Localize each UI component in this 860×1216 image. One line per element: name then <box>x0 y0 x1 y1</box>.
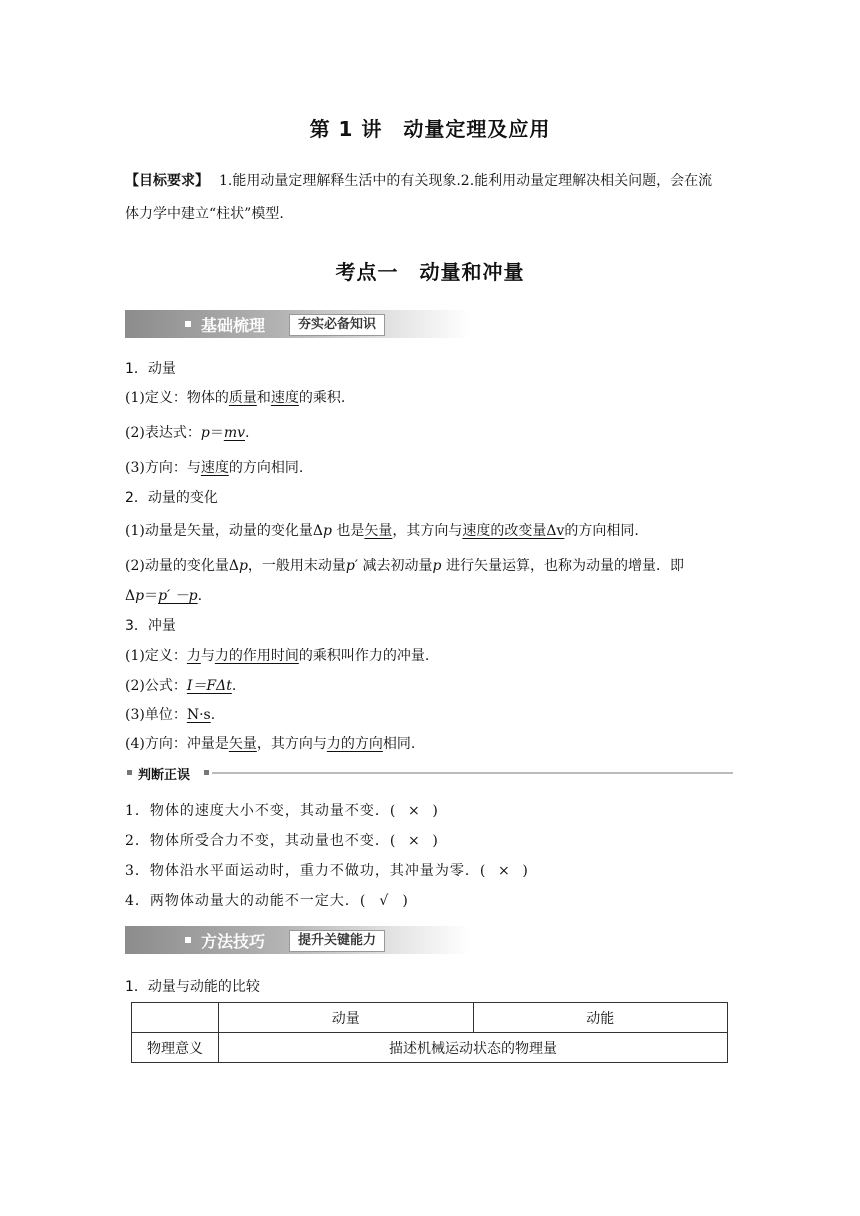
objective-line-1: 1.能用动量定理解释生活中的有关现象.2.能利用动量定理解决相关问题，会在流 <box>219 173 713 189</box>
s2-line-2: (2)动量的变化量Δp，一般用末动量p′ 减去初动量p 进行矢量运算，也称为动量的增量．即 <box>125 558 684 574</box>
table-row-label: 物理意义 <box>132 1033 219 1063</box>
s3-formula: (2)公式：I＝FΔt. <box>125 678 237 694</box>
judge-mark: × <box>498 863 511 879</box>
judge-item: 3．物体沿水平面运动时，重力不做功，其冲量为零．( × ) <box>125 863 529 879</box>
judge-item: 1．物体的速度大小不变，其动量不变．( × ) <box>125 803 439 819</box>
s1-heading: 1．动量 <box>125 361 176 377</box>
table-header-cell: 动能 <box>473 1003 728 1033</box>
banner-basics-main: 基础梳理 <box>201 316 266 335</box>
s2-line-1: (1)动量是矢量，动量的变化量Δp 也是矢量，其方向与速度的改变量Δv的方向相同. <box>125 523 639 539</box>
lecture-title: 第 1 讲 动量定理及应用 <box>309 117 551 141</box>
comparison-table <box>131 1002 728 1063</box>
objective-block <box>125 165 737 231</box>
s1-direction: (3)方向：与速度的方向相同. <box>125 460 304 476</box>
banner-basics <box>125 310 470 338</box>
banner-basics-sub: 夯实必备知识 <box>289 314 385 336</box>
judge-mark: × <box>408 833 421 849</box>
judge-title: 判断正误 <box>138 768 191 783</box>
s3-heading: 3．冲量 <box>125 618 176 634</box>
compare-heading: 1．动量与动能的比较 <box>125 979 260 995</box>
banner-methods-sub: 提升关键能力 <box>289 930 385 952</box>
judge-mark: × <box>408 803 421 819</box>
table-row <box>132 1033 728 1063</box>
table-header-row <box>132 1003 728 1033</box>
table-header-cell: 动量 <box>219 1003 474 1033</box>
objective-label: 【目标要求】 <box>125 173 209 189</box>
table-header-cell <box>132 1003 219 1033</box>
judge-square-icon-2 <box>204 770 209 775</box>
s2-line-3: Δp＝p′ －p. <box>125 588 203 604</box>
judge-square-icon <box>127 770 132 775</box>
s3-definition: (1)定义：力与力的作用时间的乘积叫作力的冲量. <box>125 648 430 664</box>
table-cell: 描述机械运动状态的物理量 <box>219 1033 728 1063</box>
judge-rule <box>212 772 733 774</box>
s3-unit: (3)单位：N·s. <box>125 707 216 723</box>
s1-definition: (1)定义：物体的质量和速度的乘积. <box>125 390 346 406</box>
judge-item: 2．物体所受合力不变，其动量也不变．( × ) <box>125 833 439 849</box>
banner-methods <box>125 926 470 954</box>
banner-square-icon <box>185 937 191 943</box>
judge-mark: √ <box>379 893 390 909</box>
s2-heading: 2．动量的变化 <box>125 490 218 506</box>
judge-header <box>125 764 733 782</box>
judge-item: 4．两物体动量大的动能不一定大．( √ ) <box>125 893 409 909</box>
banner-methods-main: 方法技巧 <box>201 932 266 951</box>
s1-expression: (2)表达式：p＝mv. <box>125 425 250 441</box>
banner-square-icon <box>185 321 191 327</box>
section-title: 考点一 动量和冲量 <box>335 260 525 284</box>
objective-line-2: 体力学中建立“柱状”模型. <box>125 206 284 222</box>
s3-direction: (4)方向：冲量是矢量，其方向与力的方向相同. <box>125 736 416 752</box>
